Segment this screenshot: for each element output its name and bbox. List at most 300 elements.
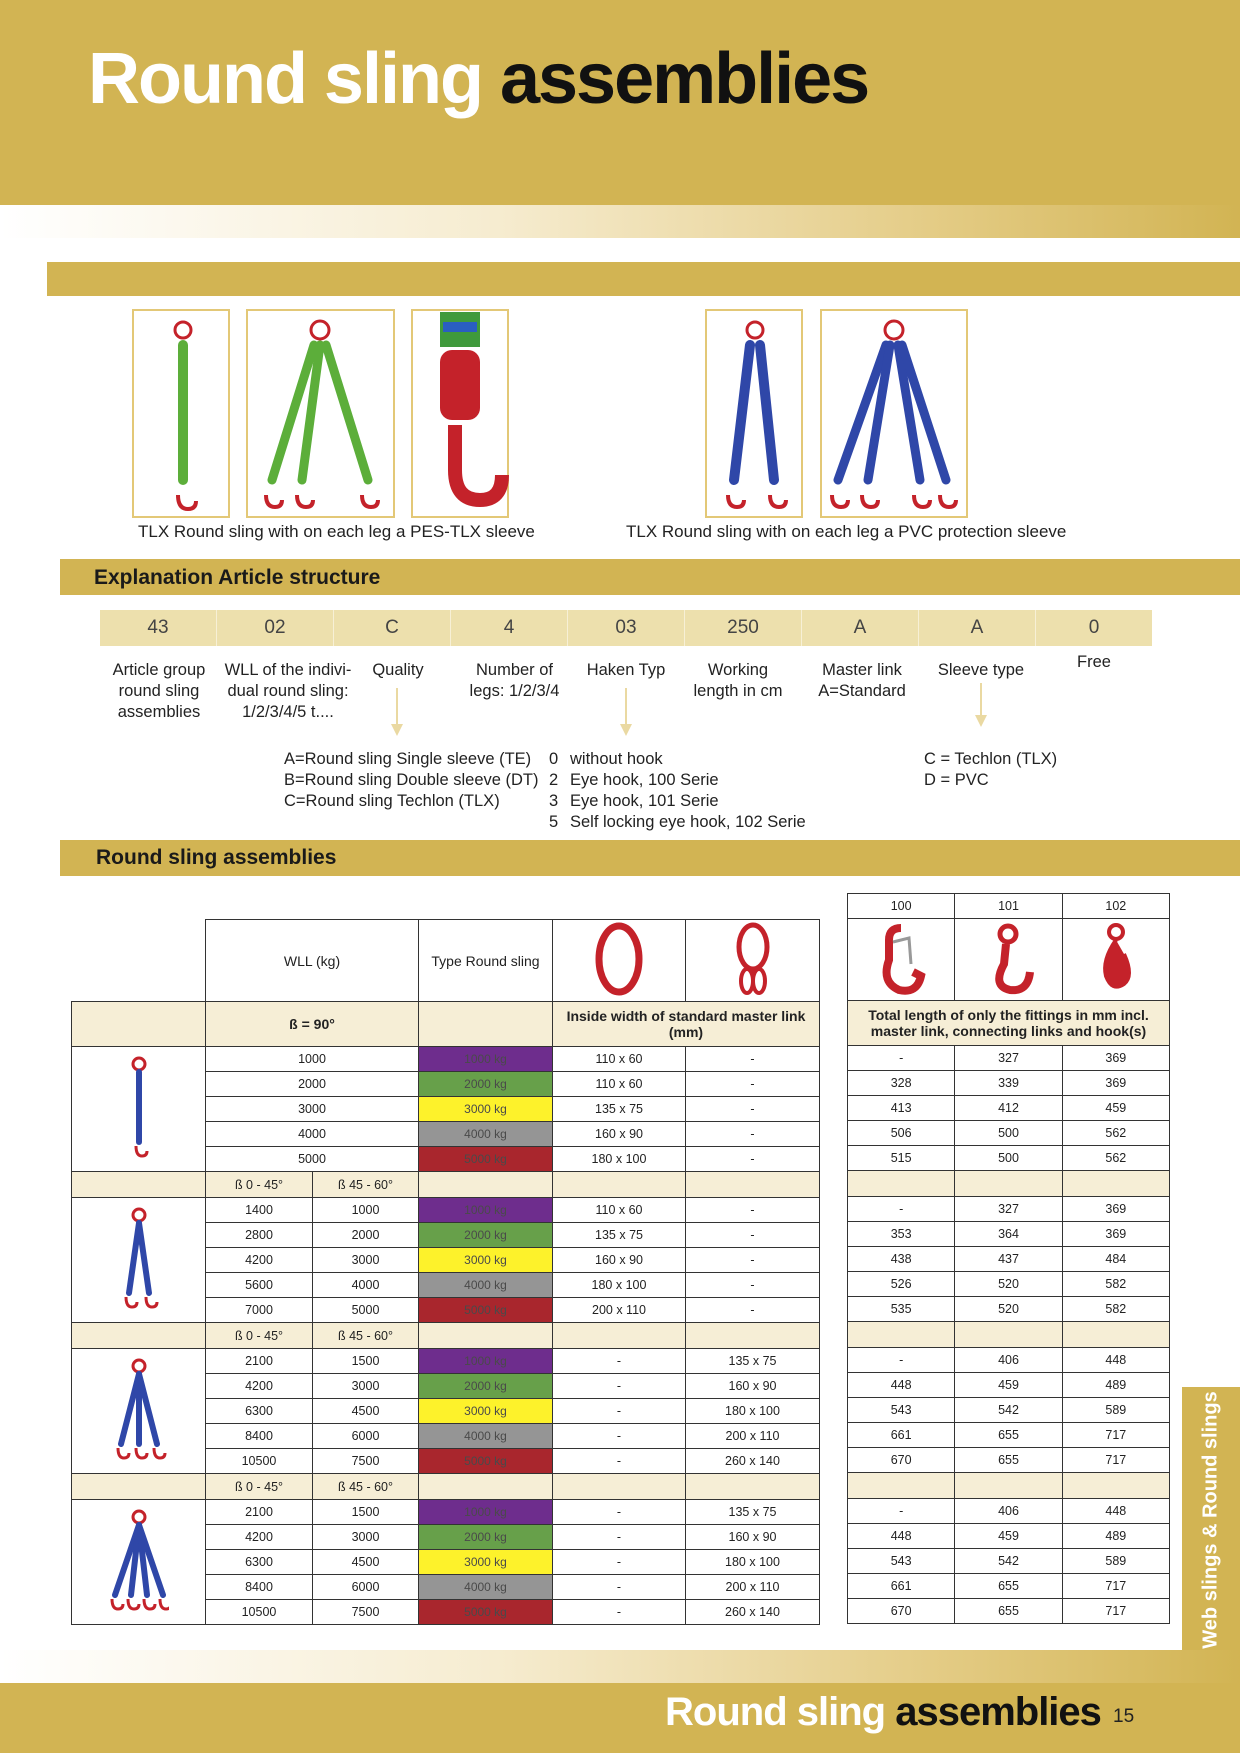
fittings-row (848, 1272, 1170, 1297)
fitting-length-102: 562 (1062, 1121, 1169, 1146)
assemblies-table (71, 919, 820, 1625)
fitting-length-102: 582 (1062, 1272, 1169, 1297)
type-color-cell: 2000 kg (419, 1525, 553, 1550)
fittings-row (848, 1423, 1170, 1448)
fitting-length-100: 535 (848, 1297, 955, 1322)
wll-45-60-value: 7500 (313, 1600, 419, 1625)
photo-three-leg-green (247, 310, 394, 517)
wll-0-45-value: 4200 (206, 1374, 313, 1399)
code-cell: 250 (685, 610, 802, 646)
master-link-assembly-width: - (686, 1198, 820, 1223)
fitting-length-102: 589 (1062, 1398, 1169, 1423)
code-label-article-group (100, 660, 218, 723)
label-line: Working (707, 661, 769, 679)
fitting-length-100: 526 (848, 1272, 955, 1297)
sling-3-leg-icon (109, 1356, 169, 1464)
fittings-table (847, 893, 1170, 1624)
sling-image-cell (72, 1349, 206, 1474)
arrow-quality (396, 688, 398, 724)
fittings-blank-cell (848, 1171, 955, 1197)
master-link-assembly-width: 260 x 140 (686, 1449, 820, 1474)
fittings-blank-cell (1062, 1322, 1169, 1348)
quality-option: B=Round sling Double sleeve (DT) (284, 771, 539, 789)
master-link-width: - (553, 1525, 686, 1550)
quality-options (284, 749, 539, 812)
fittings-length-header: Total length of only the fittings in mm incl. master link, connecting links and hook(s) (848, 1001, 1170, 1046)
wll-45-60-value: 7500 (313, 1449, 419, 1474)
fitting-length-101: 542 (955, 1549, 1062, 1574)
master-link-width: 160 x 90 (553, 1122, 686, 1147)
master-link-width: 110 x 60 (553, 1047, 686, 1072)
fitting-length-102: 369 (1062, 1071, 1169, 1096)
sleeve-options (924, 749, 1057, 791)
fitting-length-101: 520 (955, 1297, 1062, 1322)
master-link-assembly-width: 200 x 110 (686, 1424, 820, 1449)
fitting-length-101: 412 (955, 1096, 1062, 1121)
photo-band (47, 262, 1240, 296)
quality-option: C=Round sling Techlon (TLX) (284, 792, 500, 810)
explanation-title: Explanation Article structure (94, 566, 381, 589)
fitting-length-101: 500 (955, 1121, 1062, 1146)
code-cell: A (802, 610, 919, 646)
type-color-cell: 1000 kg (419, 1500, 553, 1525)
beta-subheader-row (72, 1172, 820, 1198)
wll-45-60-value: 4000 (313, 1273, 419, 1298)
photo-four-leg-blue (821, 310, 967, 517)
label-line: Master link (822, 661, 902, 679)
fitting-length-101: 437 (955, 1247, 1062, 1272)
fitting-length-102: 589 (1062, 1549, 1169, 1574)
wll-0-45-value: 4200 (206, 1525, 313, 1550)
master-link-width: - (553, 1550, 686, 1575)
assemblies-title: Round sling assemblies (96, 846, 337, 869)
fitting-length-102: 484 (1062, 1247, 1169, 1272)
beta-row-blank (419, 1474, 553, 1500)
fitting-length-101: 364 (955, 1222, 1062, 1247)
code-label-sleeve-type (922, 660, 1040, 681)
beta-row-blank (553, 1323, 686, 1349)
fitting-length-100: 413 (848, 1096, 955, 1121)
hook-text: Eye hook, 100 Serie (570, 771, 719, 789)
master-link-width: - (553, 1374, 686, 1399)
master-link-width: - (553, 1575, 686, 1600)
fitting-length-102: 582 (1062, 1297, 1169, 1322)
type-color-cell: 4000 kg (419, 1273, 553, 1298)
master-link-width: - (553, 1424, 686, 1449)
code-label-working-length (680, 660, 796, 702)
master-link-width: 160 x 90 (553, 1248, 686, 1273)
master-link-width: - (553, 1349, 686, 1374)
label-line: A=Standard (818, 682, 906, 700)
master-link-assembly-width: 160 x 90 (686, 1525, 820, 1550)
wll-value: 3000 (206, 1097, 419, 1122)
fittings-row (848, 1549, 1170, 1574)
label-line: Number of (475, 661, 554, 679)
wll-value: 2000 (206, 1072, 419, 1097)
code-label-legs (456, 660, 573, 702)
label-line: 1/2/3/4/5 t.... (242, 703, 334, 721)
wll-0-45-value: 2100 (206, 1500, 313, 1525)
fittings-row (848, 1398, 1170, 1423)
fitting-length-102: 562 (1062, 1146, 1169, 1171)
hook-text: without hook (570, 750, 663, 768)
arrow-head-icon (391, 724, 403, 736)
code-cell: C (334, 610, 451, 646)
type-color-cell: 4000 kg (419, 1575, 553, 1600)
fitting-length-100: 670 (848, 1448, 955, 1473)
fitting-length-100: 328 (848, 1071, 955, 1096)
beta-row-blank (686, 1323, 820, 1349)
fittings-row (848, 1524, 1170, 1549)
side-tab-label: Web slings & Round slings (1199, 1391, 1222, 1649)
type-color-cell: 3000 kg (419, 1248, 553, 1273)
beta-0-45-label: ß 0 - 45° (206, 1323, 313, 1349)
fitting-length-100: - (848, 1197, 955, 1222)
sleeve-option: C = Techlon (TLX) (924, 750, 1058, 768)
beta-0-45-label: ß 0 - 45° (206, 1474, 313, 1500)
beta-45-60-label: ß 45 - 60° (313, 1323, 419, 1349)
code-cell: 02 (217, 610, 334, 646)
fitting-length-102: 717 (1062, 1599, 1169, 1624)
fitting-length-101: 406 (955, 1348, 1062, 1373)
empty-corner (72, 920, 206, 1002)
hook-100-image (848, 919, 955, 1001)
wll-45-60-value: 1500 (313, 1500, 419, 1525)
wll-45-60-value: 3000 (313, 1248, 419, 1273)
product-photos (0, 300, 1240, 525)
fittings-row (848, 1247, 1170, 1272)
type-color-cell: 4000 kg (419, 1424, 553, 1449)
master-link-assembly-width: - (686, 1298, 820, 1323)
master-link-assembly-image (686, 920, 820, 1002)
fittings-row (848, 1197, 1170, 1222)
fitting-length-100: 515 (848, 1146, 955, 1171)
wll-0-45-value: 10500 (206, 1600, 313, 1625)
title-white-part: Round sling (88, 39, 482, 119)
wll-0-45-value: 4200 (206, 1248, 313, 1273)
master-link-icon (589, 921, 649, 997)
master-link-assembly-width: 180 x 100 (686, 1550, 820, 1575)
fitting-length-101: 655 (955, 1448, 1062, 1473)
eye-hook-101-icon (978, 920, 1038, 996)
beta-subheader-row (72, 1474, 820, 1500)
fittings-row (848, 1222, 1170, 1247)
table-row (72, 1349, 820, 1374)
code-label-master-link (804, 660, 920, 702)
type-color-cell: 4000 kg (419, 1122, 553, 1147)
type-color-cell: 2000 kg (419, 1374, 553, 1399)
fittings-row (848, 1373, 1170, 1398)
fitting-length-100: 661 (848, 1574, 955, 1599)
arrow-hook (625, 688, 627, 724)
type-color-cell: 3000 kg (419, 1399, 553, 1424)
fittings-blank-cell (955, 1322, 1062, 1348)
hook-code: 2 (549, 771, 559, 789)
type-color-cell: 5000 kg (419, 1147, 553, 1172)
sleeve-option: D = PVC (924, 771, 989, 789)
type-color-cell: 3000 kg (419, 1097, 553, 1122)
master-link-assembly-width: - (686, 1122, 820, 1147)
hook-series-102: 102 (1062, 894, 1169, 919)
beta-row-blank (72, 1474, 206, 1500)
fitting-length-102: 717 (1062, 1448, 1169, 1473)
fittings-row (848, 1574, 1170, 1599)
fittings-row (848, 1599, 1170, 1624)
code-cell: 03 (568, 610, 685, 646)
type-color-cell: 5000 kg (419, 1298, 553, 1323)
hook-options (549, 749, 806, 833)
type-blank (419, 1002, 553, 1047)
footer-title-black: assemblies (895, 1690, 1101, 1734)
beta-row-blank (72, 1172, 206, 1198)
fittings-row (848, 1499, 1170, 1524)
hook-101-image (955, 919, 1062, 1001)
type-color-cell: 5000 kg (419, 1449, 553, 1474)
master-link-width: 135 x 75 (553, 1223, 686, 1248)
code-cell: 43 (100, 610, 217, 646)
master-link-width: 180 x 100 (553, 1273, 686, 1298)
master-link-assembly-width: - (686, 1072, 820, 1097)
quality-option: A=Round sling Single sleeve (TE) (284, 750, 532, 768)
wll-0-45-value: 1400 (206, 1198, 313, 1223)
fittings-table-body (848, 1046, 1170, 1624)
wll-0-45-value: 6300 (206, 1399, 313, 1424)
footer-fade (0, 1650, 1240, 1683)
wll-45-60-value: 3000 (313, 1374, 419, 1399)
master-link-assembly-width: 135 x 75 (686, 1500, 820, 1525)
label-line: Article group (112, 661, 206, 679)
type-color-cell: 1000 kg (419, 1198, 553, 1223)
fitting-length-100: - (848, 1046, 955, 1071)
wll-45-60-value: 1500 (313, 1349, 419, 1374)
fitting-length-100: 438 (848, 1247, 955, 1272)
master-link-width: 200 x 110 (553, 1298, 686, 1323)
fittings-row (848, 1121, 1170, 1146)
hook-102-image (1062, 919, 1169, 1001)
fitting-length-102: 489 (1062, 1373, 1169, 1398)
master-link-width: 135 x 75 (553, 1097, 686, 1122)
type-header: Type Round sling (419, 920, 553, 1002)
master-link-width-header: Inside width of standard master link (mm) (553, 1002, 820, 1047)
fittings-row (848, 1348, 1170, 1373)
code-cell: 0 (1088, 617, 1100, 638)
arrow-sleeve (980, 683, 982, 715)
fitting-length-101: 327 (955, 1197, 1062, 1222)
type-color-cell: 1000 kg (419, 1349, 553, 1374)
caption-pes-tlx: TLX Round sling with on each leg a PES-TLX sleeve (138, 522, 535, 541)
fittings-row (848, 1146, 1170, 1171)
fitting-length-101: 542 (955, 1398, 1062, 1423)
wll-45-60-value: 5000 (313, 1298, 419, 1323)
sling-image-cell (72, 1500, 206, 1625)
table-row (72, 1198, 820, 1223)
type-color-cell: 2000 kg (419, 1223, 553, 1248)
code-label-free (1036, 652, 1152, 673)
fitting-length-102: 369 (1062, 1222, 1169, 1247)
wll-0-45-value: 2100 (206, 1349, 313, 1374)
table-row (72, 1047, 820, 1072)
photo-single-leg-green (133, 310, 229, 517)
beta-row-blank (553, 1172, 686, 1198)
fitting-length-100: 448 (848, 1524, 955, 1549)
master-link-width: 180 x 100 (553, 1147, 686, 1172)
hook-text: Eye hook, 101 Serie (570, 792, 719, 810)
wll-45-60-value: 1000 (313, 1198, 419, 1223)
sling-1-leg-icon (109, 1054, 169, 1162)
title-black-part: assemblies (499, 39, 869, 119)
label-line: Haken Typ (586, 661, 666, 679)
beta-row-blank (419, 1323, 553, 1349)
master-link-assembly-width: - (686, 1248, 820, 1273)
master-link-width: - (553, 1399, 686, 1424)
page-title (88, 38, 868, 120)
master-link-assembly-width: 260 x 140 (686, 1600, 820, 1625)
code-cell: A (919, 610, 1036, 646)
fittings-row (848, 1297, 1170, 1322)
header-fade (0, 205, 1240, 238)
beta-row-blank (686, 1474, 820, 1500)
fitting-length-100: 353 (848, 1222, 955, 1247)
fitting-length-101: 327 (955, 1046, 1062, 1071)
label-line: WLL of the indivi- (224, 661, 352, 679)
wll-45-60-value: 6000 (313, 1575, 419, 1600)
hook-text: Self locking eye hook, 102 Serie (570, 813, 806, 831)
fittings-blank-cell (1062, 1473, 1169, 1499)
fitting-length-102: 369 (1062, 1046, 1169, 1071)
fitting-length-101: 459 (955, 1373, 1062, 1398)
fitting-length-100: 506 (848, 1121, 955, 1146)
fitting-length-101: 500 (955, 1146, 1062, 1171)
beta-90-header: ß = 90° (206, 1002, 419, 1047)
beta-header-blank (72, 1002, 206, 1047)
fittings-blank-cell (955, 1171, 1062, 1197)
master-link-width: 110 x 60 (553, 1198, 686, 1223)
wll-0-45-value: 2800 (206, 1223, 313, 1248)
wll-value: 5000 (206, 1147, 419, 1172)
beta-45-60-label: ß 45 - 60° (313, 1172, 419, 1198)
fitting-length-102: 717 (1062, 1423, 1169, 1448)
fittings-row (848, 1071, 1170, 1096)
master-link-assembly-width: - (686, 1047, 820, 1072)
master-link-assembly-width: 180 x 100 (686, 1399, 820, 1424)
label-line: Free (1077, 653, 1111, 671)
hook-code: 0 (549, 750, 559, 768)
photo-two-leg-blue (706, 310, 802, 517)
wll-0-45-value: 5600 (206, 1273, 313, 1298)
fittings-blank-cell (955, 1473, 1062, 1499)
beta-row-blank (419, 1172, 553, 1198)
sling-4-leg-icon (109, 1507, 169, 1615)
wll-45-60-value: 6000 (313, 1424, 419, 1449)
page-number: 15 (1113, 1706, 1135, 1727)
hook-option (549, 812, 806, 833)
beta-row-blank (553, 1474, 686, 1500)
fitting-length-102: 369 (1062, 1197, 1169, 1222)
hook-series-101: 101 (955, 894, 1062, 919)
fittings-blank-row (848, 1473, 1170, 1499)
fittings-blank-cell (1062, 1171, 1169, 1197)
code-label-hook-type (568, 660, 684, 681)
master-link-assembly-width: - (686, 1147, 820, 1172)
master-link-width: 110 x 60 (553, 1072, 686, 1097)
wll-0-45-value: 10500 (206, 1449, 313, 1474)
wll-0-45-value: 8400 (206, 1575, 313, 1600)
fitting-length-100: 543 (848, 1398, 955, 1423)
fittings-blank-cell (848, 1322, 955, 1348)
fittings-blank-row (848, 1171, 1170, 1197)
type-color-cell: 1000 kg (419, 1047, 553, 1072)
self-locking-hook-102-icon (1086, 920, 1146, 996)
footer-title-white: Round sling (665, 1690, 886, 1734)
wll-45-60-value: 4500 (313, 1399, 419, 1424)
master-link-assembly-icon (723, 921, 783, 997)
label-line: assemblies (117, 703, 201, 721)
sling-image-cell (72, 1198, 206, 1323)
wll-45-60-value: 3000 (313, 1525, 419, 1550)
wll-45-60-value: 2000 (313, 1223, 419, 1248)
wll-value: 4000 (206, 1122, 419, 1147)
fitting-length-100: 670 (848, 1599, 955, 1624)
fitting-length-102: 459 (1062, 1096, 1169, 1121)
master-link-width: - (553, 1600, 686, 1625)
assemblies-table-body (72, 1047, 820, 1625)
sling-2-leg-icon (109, 1205, 169, 1313)
master-link-width: - (553, 1449, 686, 1474)
code-cell: 4 (451, 610, 568, 646)
fitting-length-100: - (848, 1348, 955, 1373)
fitting-length-100: - (848, 1499, 955, 1524)
fitting-length-102: 717 (1062, 1574, 1169, 1599)
wll-value: 1000 (206, 1047, 419, 1072)
code-label-quality (340, 660, 456, 681)
type-color-cell: 5000 kg (419, 1600, 553, 1625)
fitting-length-101: 655 (955, 1599, 1062, 1624)
fitting-length-102: 448 (1062, 1499, 1169, 1524)
label-line: Sleeve type (937, 661, 1025, 679)
table-row (72, 1500, 820, 1525)
caption-pvc: TLX Round sling with on each leg a PVC protection sleeve (626, 522, 1067, 541)
beta-subheader-row (72, 1323, 820, 1349)
fitting-length-101: 520 (955, 1272, 1062, 1297)
master-link-width: - (553, 1500, 686, 1525)
master-link-assembly-width: 200 x 110 (686, 1575, 820, 1600)
wll-0-45-value: 7000 (206, 1298, 313, 1323)
wll-header: WLL (kg) (206, 920, 419, 1002)
fitting-length-102: 489 (1062, 1524, 1169, 1549)
master-link-assembly-width: - (686, 1223, 820, 1248)
master-link-image (553, 920, 686, 1002)
fitting-length-100: 543 (848, 1549, 955, 1574)
fitting-length-101: 459 (955, 1524, 1062, 1549)
hook-option (549, 749, 806, 770)
master-link-assembly-width: - (686, 1273, 820, 1298)
master-link-assembly-width: 135 x 75 (686, 1349, 820, 1374)
arrow-head-icon (620, 724, 632, 736)
fitting-length-101: 655 (955, 1574, 1062, 1599)
fitting-length-100: 661 (848, 1423, 955, 1448)
sling-image-cell (72, 1047, 206, 1172)
fittings-row (848, 1096, 1170, 1121)
fitting-length-101: 655 (955, 1423, 1062, 1448)
fittings-blank-cell (848, 1473, 955, 1499)
article-code-strip (100, 610, 1152, 646)
label-line: length in cm (693, 682, 783, 700)
wll-45-60-value: 4500 (313, 1550, 419, 1575)
beta-0-45-label: ß 0 - 45° (206, 1172, 313, 1198)
type-color-cell: 2000 kg (419, 1072, 553, 1097)
hook-series-100: 100 (848, 894, 955, 919)
code-label-wll (218, 660, 358, 723)
